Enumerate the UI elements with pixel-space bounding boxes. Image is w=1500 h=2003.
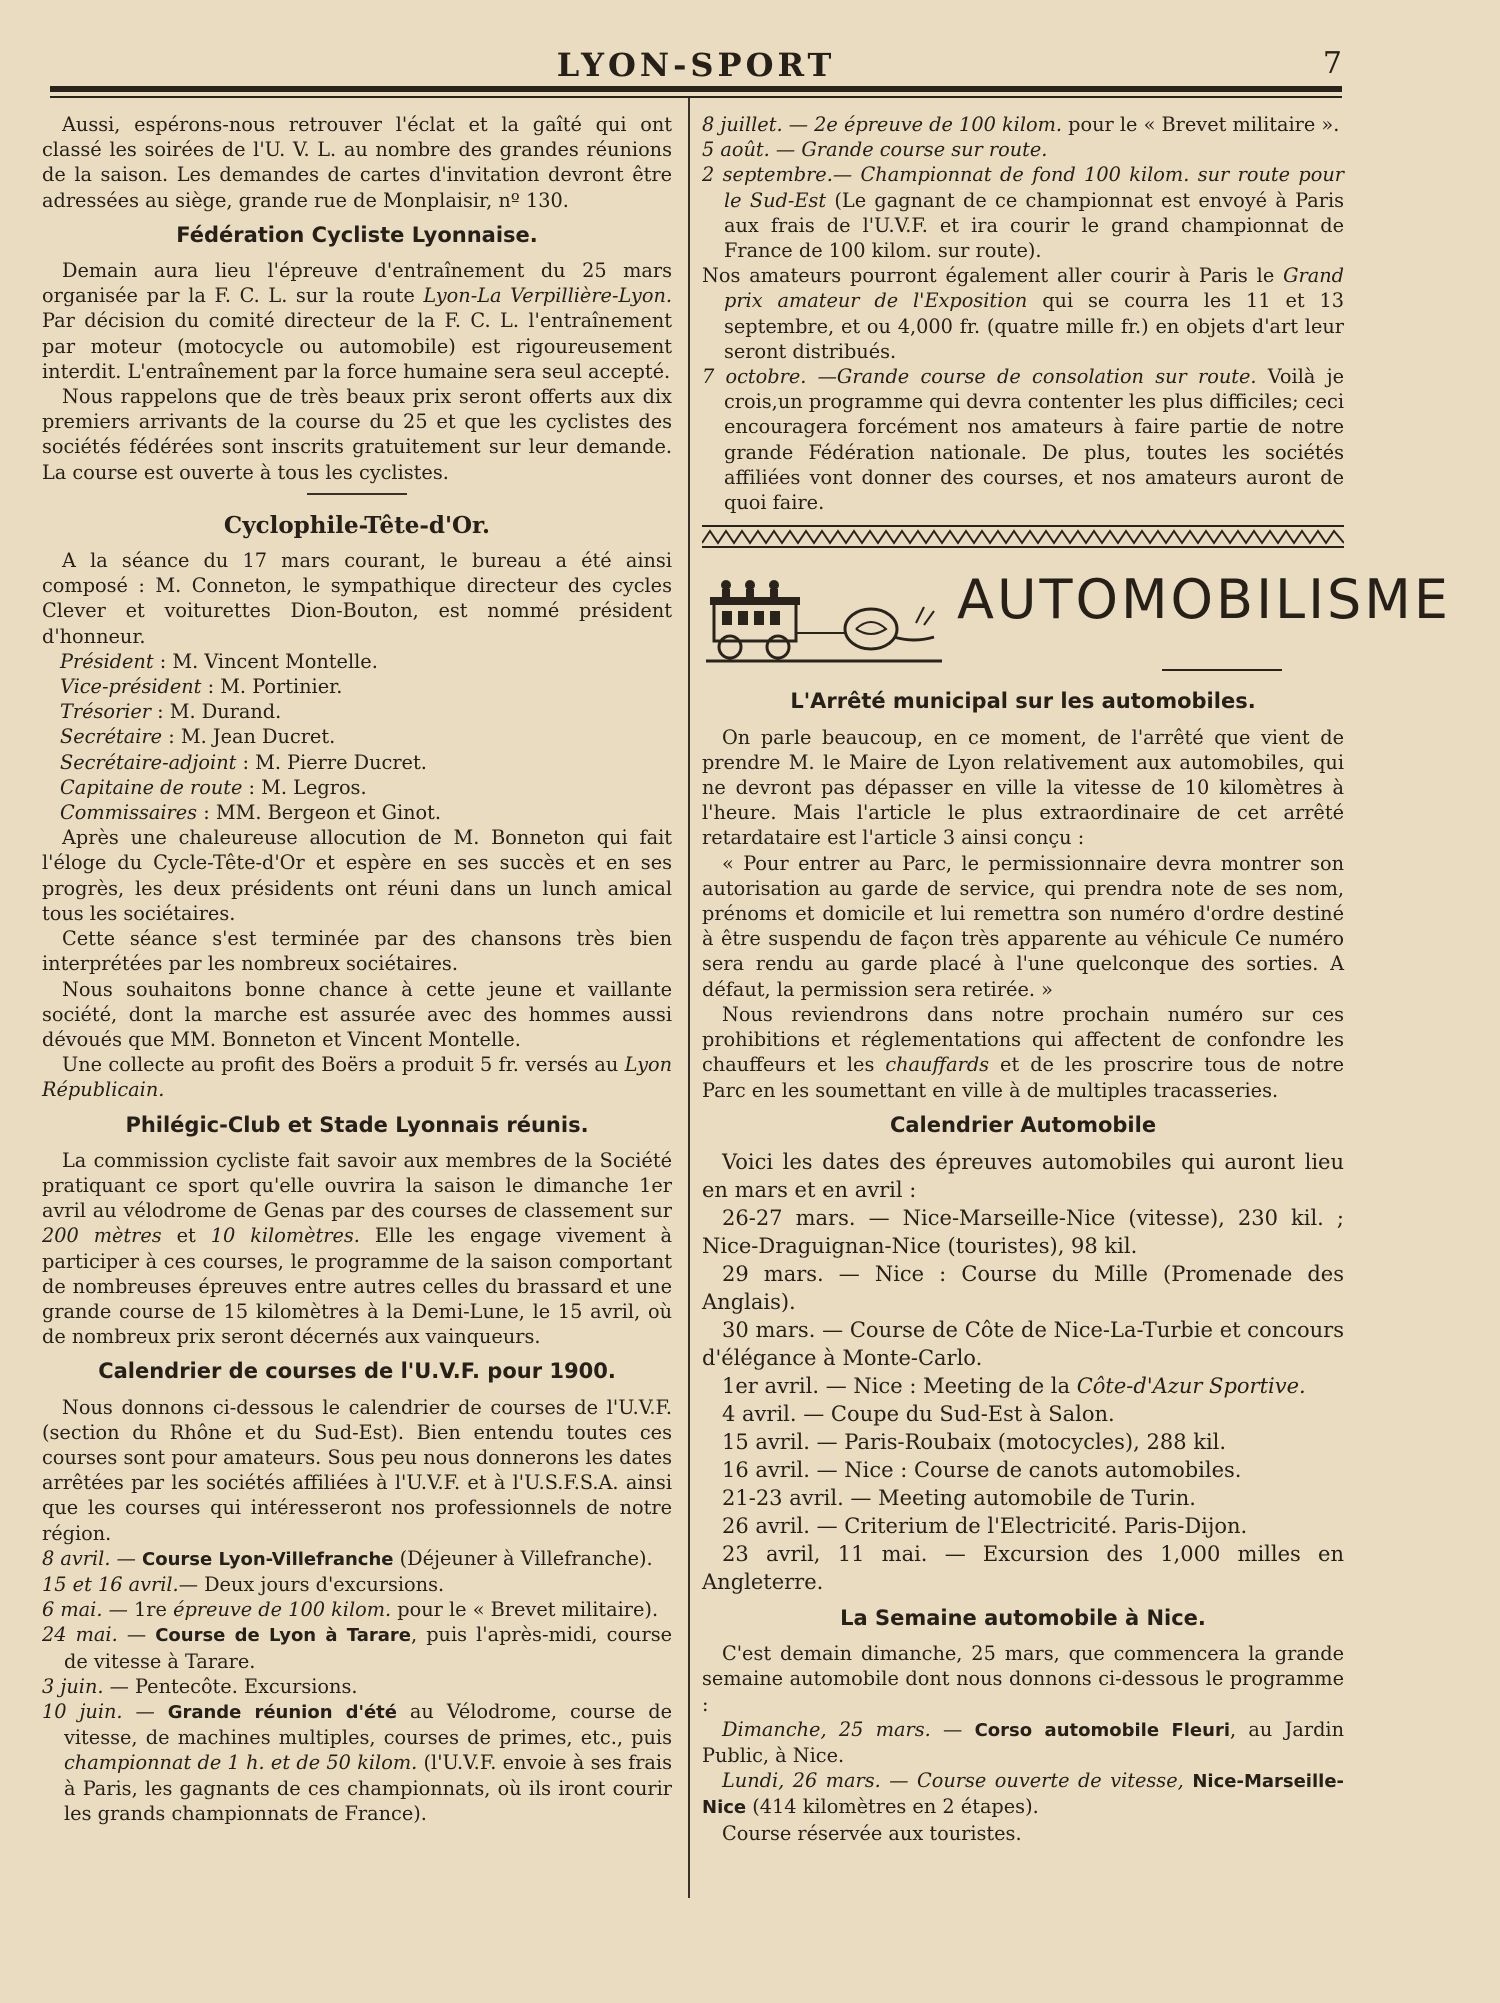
roster-item: Capitaine de route : M. Legros. (60, 775, 367, 799)
semaine-paragraph: C'est demain dimanche, 25 mars, que commencera la grande semaine automobile dont nous donnons ci-dessous le programme : (702, 1642, 1344, 1716)
uvf-event: 7 octobre. —Grande course de consolation sur route. Voilà je crois,un programme qui devra contenter les plus difficiles; ceci encouragera forcément nos amateurs à faire partie de notre grande Fédération nationale. De plus, toutes les sociétés affiliées vont donner des courses, et nos amateurs auront de quoi faire. (702, 365, 1345, 515)
section-rule (307, 493, 407, 495)
roster-item: Trésorier : M. Durand. (60, 700, 282, 724)
uvf-event: 15 et 16 avril.— Deux jours d'excursions. (42, 1572, 445, 1596)
arrete-paragraph-3: Nous reviendrons dans notre prochain numéro sur ces prohibitions et réglementations qui affectent de confondre les chauffeurs et les chauffards et de les proscrire tous de notre Parc en les soumettant en ville à de multiples tracasseries. (702, 1002, 1344, 1102)
uvf-event: 24 mai. — Course de Lyon à Tarare, puis l'après-midi, course de vitesse à Tarare. (42, 1623, 672, 1673)
uvf-event: 6 mai. — 1re épreuve de 100 kilom. pour le « Brevet militaire). (42, 1598, 659, 1622)
uvf-event: 3 juin. — Pentecôte. Excursions. (42, 1674, 358, 1698)
calendar-auto-item: 26-27 mars. — Nice-Marseille-Nice (vitesse), 230 kil. ; Nice-Draguignan-Nice (touristes), 98 kil. (702, 1205, 1344, 1258)
calendar-auto-item: 4 avril. — Coupe du Sud-Est à Salon. (722, 1401, 1115, 1426)
arrete-paragraph-1: On parle beaucoup, en ce moment, de l'arrêté que vient de prendre M. le Maire de Lyon relativement aux automobiles, qui ne devront pas dépasser en ville la vitesse de 10 kilomètres à l'heure. Mais l'article le plus extraordinaire de cet arrêté retardataire est l'article 3 ainsi conçu : (702, 725, 1344, 850)
uvf-heading: Calendrier de courses de l'U.V.F. pour 1900. (98, 1359, 616, 1384)
calendar-auto-item: 29 mars. — Nice : Course du Mille (Promenade des Anglais). (702, 1261, 1344, 1314)
calendar-auto-heading: Calendrier Automobile (889, 1112, 1157, 1137)
cyclophile-paragraph-5: Une collecte au profit des Boërs a produit 5 fr. versés au Lyon Républicain. (42, 1053, 672, 1102)
semaine-heading: La Semaine automobile à Nice. (840, 1605, 1206, 1630)
roster-item: Président : M. Vincent Montelle. (60, 649, 378, 673)
intro-paragraph: Aussi, espérons-nous retrouver l'éclat et la gaîté qui ont classé les soirées de l'U. V. L. au nombre des grandes réunions de la saison. Les demandes de cartes d'invitation devront être adressées au siège, grande rue de Monplaisir, nº 130. (42, 113, 672, 212)
calendar-auto-item: 15 avril. — Paris-Roubaix (motocycles), 288 kil. (722, 1429, 1227, 1454)
uvf-event: 5 août. — Grande course sur route. (702, 138, 1048, 162)
calendar-auto-intro: Voici les dates des épreuves automobiles qui auront lieu en mars et en avril : (702, 1149, 1344, 1202)
banner-underline (1162, 669, 1282, 671)
masthead (50, 40, 1342, 100)
uvf-paris-note: Nos amateurs pourront également aller courir à Paris le Grand prix amateur de l'Exposition qui se courra les 11 et 13 septembre, et ou 4,000 fr. (quatre mille fr.) en objets d'art leur seront distribués. (702, 264, 1344, 363)
philegic-paragraph: La commission cycliste fait savoir aux membres de la Société pratiquant ce sport qu'elle ouvrira la saison le dimanche 1er avril au vélodrome de Genas par des courses de classement sur 200 mètres et 10 kilomètres. Elle les engage vivement à participer à ces courses, le programme de la saison comportant de nombreuses épreuves entre autres celles du brassard et une grande course de 15 kilomètres à la Demi-Lune, le 15 avril, où de nombreux prix seront décernés aux vainqueurs. (42, 1148, 672, 1349)
cyclophile-paragraph-1: A la séance du 17 mars courant, le bureau a été ainsi composé : M. Conneton, le sympathique directeur des cycles Clever et voiturettes Dion-Bouton, est nommé président d'honneur. (42, 549, 672, 648)
fcl-paragraph-2: Nous rappelons que de très beaux prix seront offerts aux dix premiers arrivants de la course du 25 et que les cyclistes des sociétés fédérées sont inscrits gratuitement sur leur demande. La course est ouverte à tous les cyclistes. (42, 385, 672, 484)
calendar-auto-item: 30 mars. — Course de Côte de Nice-La-Turbie et concours d'élégance à Monte-Carlo. (702, 1317, 1344, 1370)
calendar-auto-item: 1er avril. — Nice : Meeting de la Côte-d'Azur Sportive. (722, 1373, 1306, 1398)
cyclophile-paragraph-2: Après une chaleureuse allocution de M. Bonneton qui fait l'éloge du Cycle-Tête-d'Or et espère en ses succès et en ses progrès, les deux présidents ont réuni dans un lunch amical tous les sociétaires. (42, 826, 672, 925)
arrete-paragraph-2: « Pour entrer au Parc, le permissionnaire devra montrer son autorisation au garde de service, qui prendra note de ses nom, prénoms et domicile et lui remettra son numéro d'ordre destiné à être suspendu de façon très apparente au véhicule Ce numéro sera rendu au garde placé à l'une quelconque des sorties. A défaut, la permission sera retirée. » (702, 851, 1344, 1001)
calendar-auto-item: 23 avril, 11 mai. — Excursion des 1,000 milles en Angleterre. (702, 1541, 1344, 1594)
cyclophile-heading: Cyclophile-Tête-d'Or. (223, 511, 491, 539)
page-number: 7 (1322, 46, 1342, 81)
calendar-auto-item: 21-23 avril. — Meeting automobile de Turin. (722, 1485, 1196, 1510)
roster-item: Commissaires : MM. Bergeon et Ginot. (60, 801, 442, 825)
calendar-auto-item: 16 avril. — Nice : Course de canots automobiles. (722, 1457, 1242, 1482)
calendar-auto-item: 26 avril. — Criterium de l'Electricité. Paris-Dijon. (722, 1513, 1248, 1538)
roster-item: Vice-président : M. Portinier. (60, 675, 343, 699)
automobilisme-title: AUTOMOBILISME (957, 568, 1452, 632)
semaine-day: Lundi, 26 mars. — Course ouverte de vitesse, Nice-Marseille-Nice (414 kilomètres en 2 étapes). (702, 1769, 1344, 1819)
fcl-paragraph-1: Demain aura lieu l'épreuve d'entraînement du 25 mars organisée par la F. C. L. sur la route Lyon-La Verpillière-Lyon. Par décision du comité directeur de la F. C. L. l'entraînement par moteur (motocycle ou automobile) est rigoureusement interdit. L'entraînement par la force humaine sera seul accepté. (42, 259, 672, 383)
roster-item: Secrétaire-adjoint : M. Pierre Ducret. (60, 750, 427, 774)
uvf-intro: Nous donnons ci-dessous le calendrier de courses de l'U.V.F. (section du Rhône et du Sud-Est). Bien entendu toutes ces courses sont pour amateurs. Sous peu nous donnerons les dates arrêtées par les sociétés affiliées à l'U.V.F. et à l'U.S.F.S.A. ainsi que les courses qui intéresseront nos professionnels de notre région. (42, 1395, 672, 1545)
semaine-day: Dimanche, 25 mars. — Corso automobile Fleuri, au Jardin Public, à Nice. (702, 1717, 1345, 1767)
masthead-rule-thick (50, 86, 1342, 92)
cyclophile-paragraph-3: Cette séance s'est terminée par des chansons très bien interprétées par les nombreux sociétaires. (42, 927, 672, 976)
fcl-heading: Fédération Cycliste Lyonnaise. (176, 222, 538, 247)
automobile-illustration-icon (706, 577, 946, 669)
bureau-roster (42, 649, 672, 825)
column-divider (688, 98, 690, 1898)
automobilisme-banner (702, 568, 1452, 679)
uvf-event: 2 septembre.— Championnat de fond 100 kilom. sur route pour le Sud-Est (Le gagnant de ce championnat est envoyé à Paris aux frais de l'U.V.F. et ira courir le grand championnat de France de 100 kilom. sur route). (702, 163, 1345, 263)
calendar-auto-list (702, 1148, 1344, 1596)
uvf-event: 8 avril. — Course Lyon-Villefranche (Déjeuner à Villefranche). (42, 1546, 653, 1570)
uvf-event: 8 juillet. — 2e épreuve de 100 kilom. pour le « Brevet militaire ». (702, 113, 1340, 136)
philegic-heading: Philégic-Club et Stade Lyonnais réunis. (125, 1112, 589, 1137)
uvf-event: 10 juin. — Grande réunion d'été au Vélodrome, course de vitesse, de machines multiples, courses de primes, etc., puis championnat de 1 h. et de 50 kilom. (l'U.V.F. envoie à ses frais à Paris, les gagnants de ces championnats, où ils iront courir les grands championnats de France). (42, 1699, 672, 1825)
masthead-rule-thin (50, 96, 1342, 98)
left-column (42, 112, 672, 1826)
arrete-heading: L'Arrêté municipal sur les automobiles. (790, 689, 1256, 714)
cyclophile-paragraph-4: Nous souhaitons bonne chance à cette jeune et vaillante société, dont la marche est assurée avec des hommes aussi dévoués que MM. Bonneton et Vincent Montelle. (42, 977, 672, 1051)
roster-item: Secrétaire : M. Jean Ducret. (60, 725, 336, 749)
semaine-note: Course réservée aux touristes. (722, 1821, 1022, 1845)
zigzag-border (702, 523, 1344, 549)
right-column (702, 112, 1452, 1846)
newspaper-title: LYON-SPORT (556, 46, 836, 84)
